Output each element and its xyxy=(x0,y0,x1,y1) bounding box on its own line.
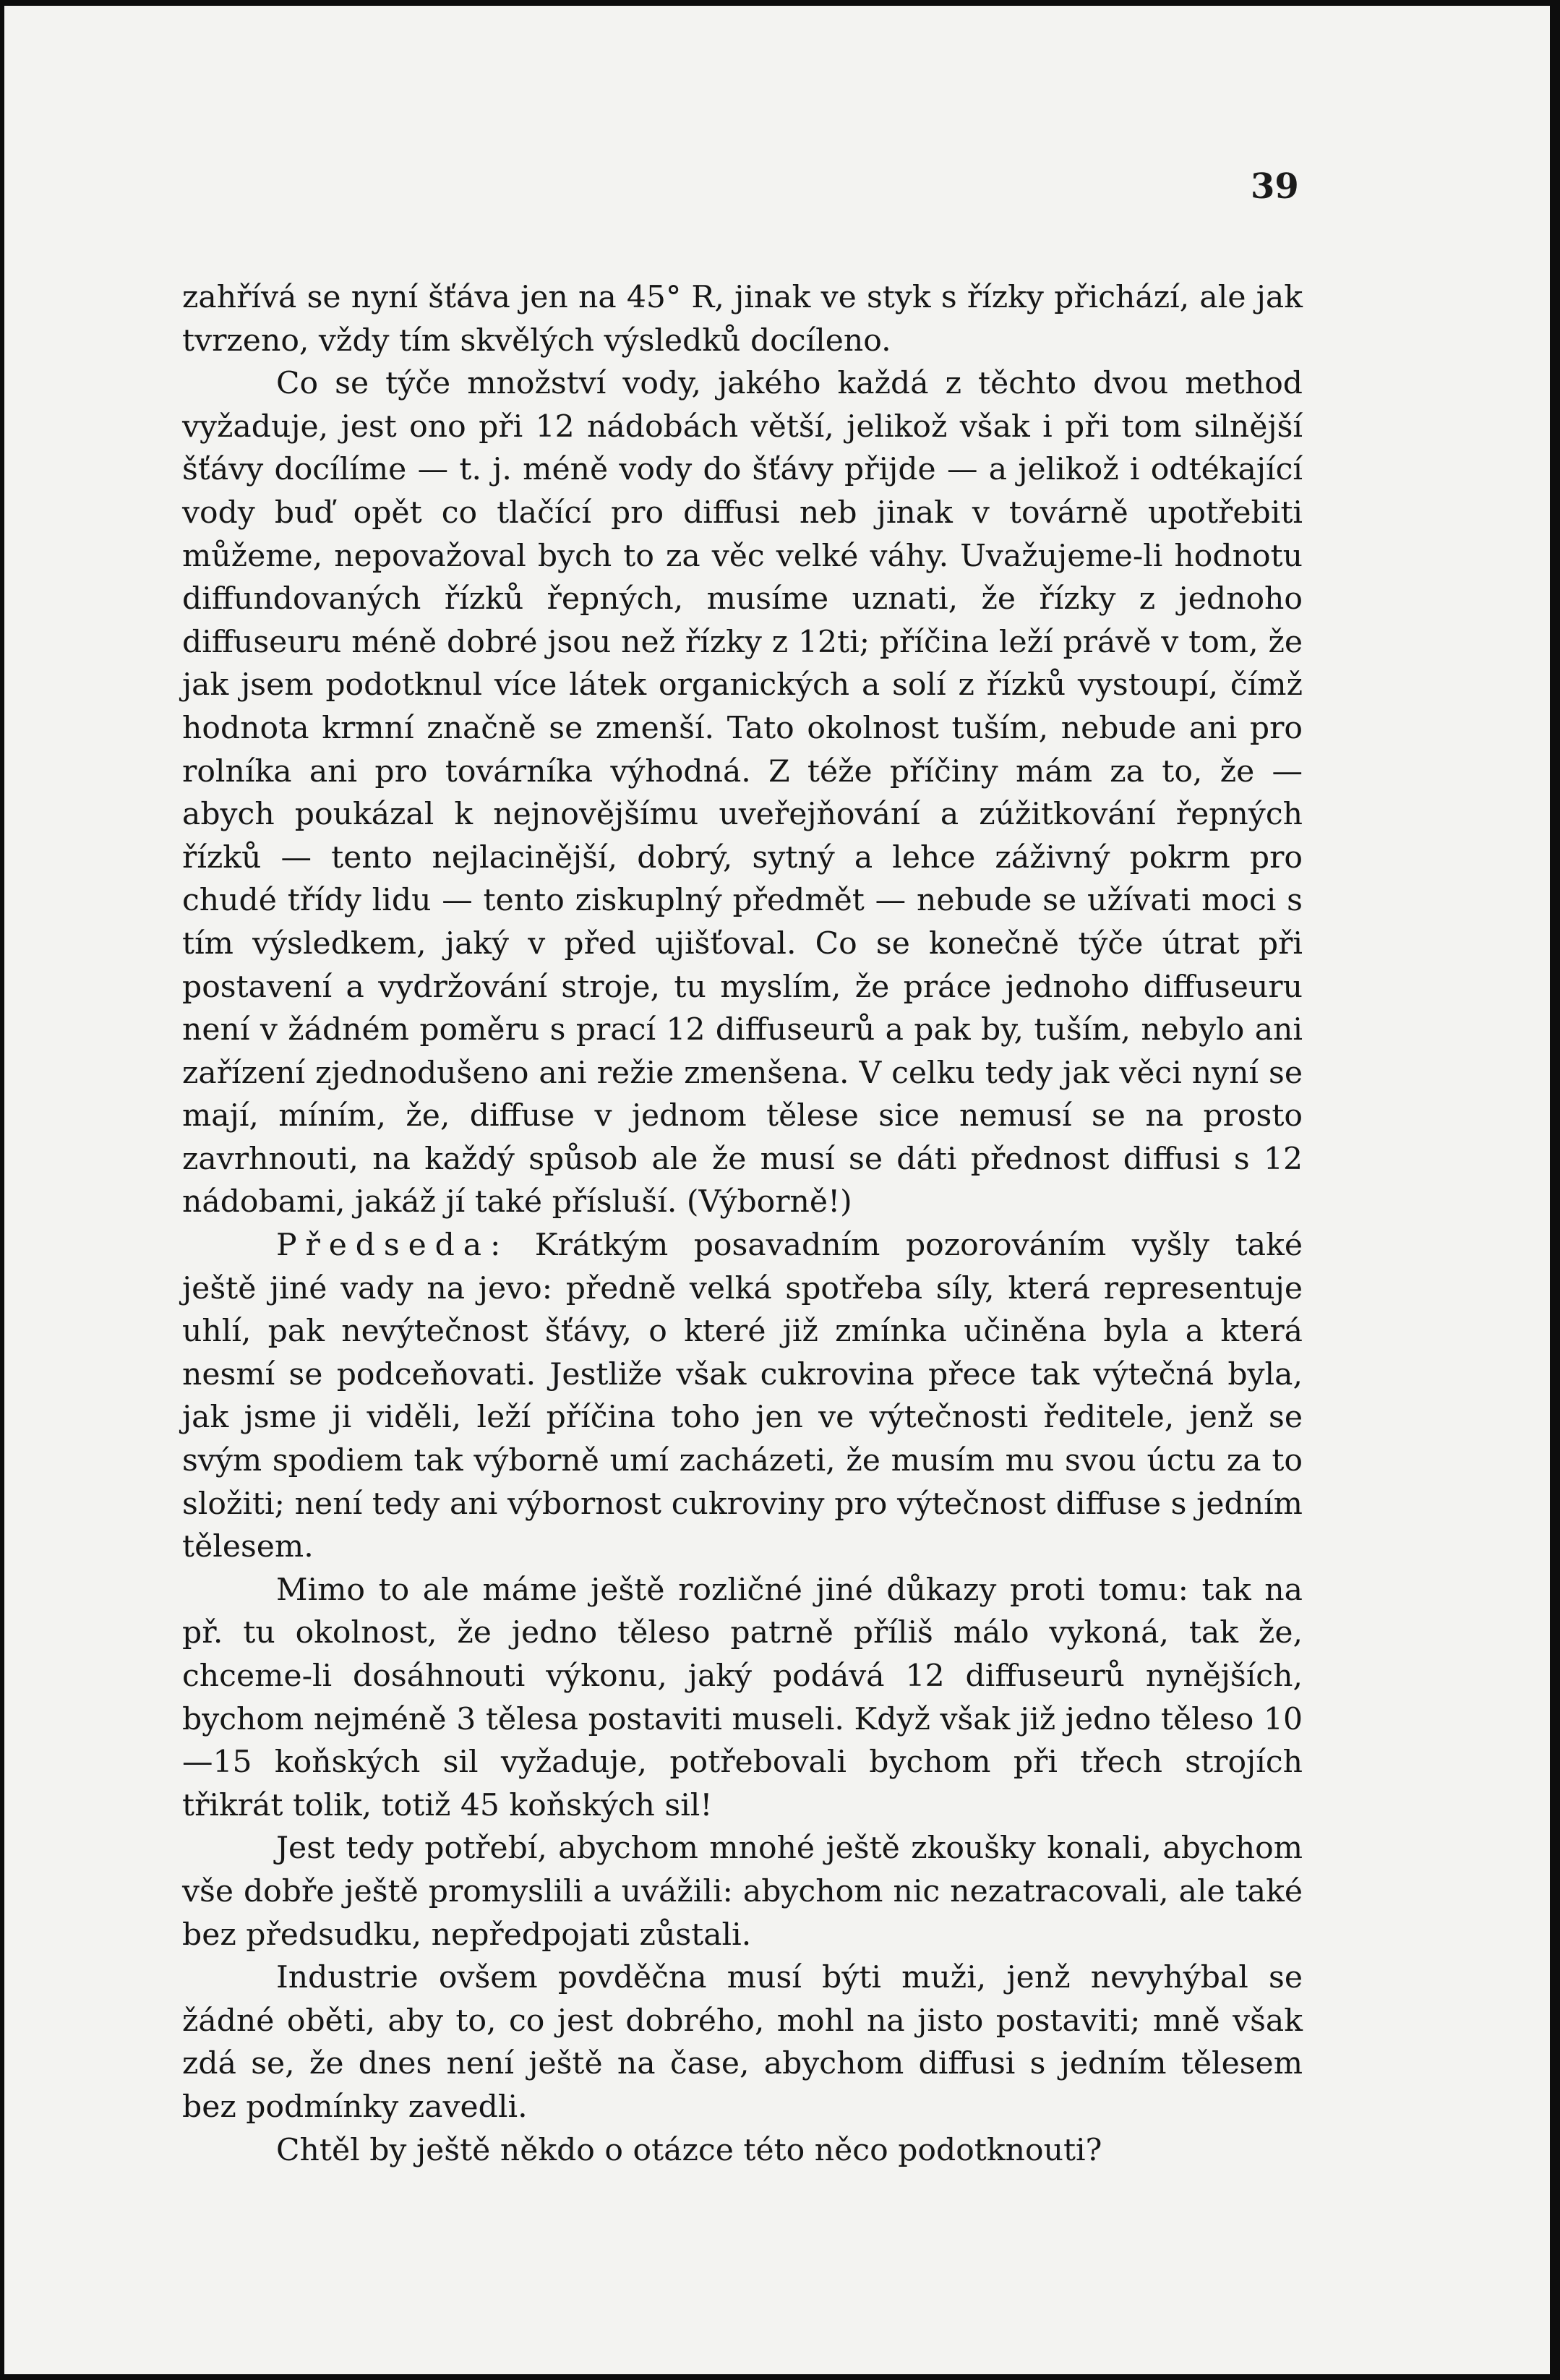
scanned-page xyxy=(4,6,1550,2374)
paragraph-2: Co se týče množství vody, jakého každá z těchto dvou method vyžaduje, jest ono při 12 nádobách větší, jelikož však i při tom silnější šťávy docílíme — t. j. méně vody do šťávy přijde — a jelikož i odtékající vody buď opět co tlačící pro diffusi neb jinak v továrně upotřebiti můžeme, nepovažoval bych to za věc velké váhy. Uvažujeme-li hodnotu diffundovaných řízků řepných, musíme uznati, že řízky z jednoho diffuseuru méně dobré jsou než řízky z 12ti; příčina leží právě v tom, že jak jsem podotknul více látek organických a solí z řízků vystoupí, čímž hodnota krmní značně se zmenší. Tato okolnost tuším, nebude ani pro rolníka ani pro továrníka výhodná. Z téže příčiny mám za to, že — abych poukázal k nejnovějšímu uveřejňování a zúžitkování řepných řízků — tento nejlacinější, dobrý, sytný a lehce záživný pokrm pro chudé třídy lidu — tento ziskuplný předmět — nebude se užívati moci s tím výsledkem, jaký v před ujišťoval. Co se konečně týče útrat při postavení a vydržování stroje, tu myslím, že práce jednoho diffuseuru není v žádném poměru s prací 12 diffuseurů a pak by, tuším, nebylo ani zařízení zjednodušeno ani režie zmenšena. V celku tedy jak věci nyní se mají, míním, že, diffuse v jednom tělese sice nemusí se na prosto zavrhnouti, na každý spůsob ale že musí se dáti přednost diffusi s 12 nádobami, jakáž jí také přísluší. (Výborně!) xyxy=(182,366,1303,1220)
paragraph-6: Industrie ovšem povděčna musí býti muži, jenž nevyhýbal se žádné oběti, aby to, co jest dobrého, mohl na jisto postaviti; mně však zdá se, že dnes není ještě na čase, abychom diffusi s jedním tělesem bez podmínky zavedli. xyxy=(182,1960,1303,2125)
body-text xyxy=(182,276,1303,2172)
paragraph-5: Jest tedy potřebí, abychom mnohé ještě zkoušky konali, abychom vše dobře ještě promyslili a uvážili: abychom nic nezatracovali, ale také bez předsudku, nepředpojati zůstali. xyxy=(182,1831,1303,1953)
paragraph-7: Chtěl by ještě někdo o otázce této něco podotknouti? xyxy=(276,2132,1102,2168)
paragraph-3 xyxy=(182,1224,1303,1569)
paragraph-1: zahřívá se nyní šťáva jen na 45° R, jinak ve styk s řízky přichází, ale jak tvrzeno, vždy tím skvělých výsledků docíleno. xyxy=(182,280,1303,359)
speaker-label: Předseda: xyxy=(276,1228,510,1264)
page-number: 39 xyxy=(1251,166,1299,207)
paragraph-4: Mimo to ale máme ještě rozličné jiné důkazy proti tomu: tak na př. tu okolnost, že jedno těleso patrně příliš málo vykoná, tak že, chceme-li dosáhnouti výkonu, jaký podává 12 diffuseurů nynějších, bychom nejméně 3 tělesa postaviti museli. Když však již jedno těleso 10—15 koňských sil vyžaduje, potřebovali bychom při třech strojích třikrát tolik, totiž 45 koňských sil! xyxy=(182,1572,1303,1823)
paragraph-3-text: Krátkým posavadním pozorováním vyšly také ještě jiné vady na jevo: předně velká spotřeba síly, která representuje uhlí, pak nevýtečnost šťávy, o které již zmínka učiněna byla a která nesmí se podceňovati. Jestliže však cukrovina přece tak výtečná byla, jak jsme ji viděli, leží příčina toho jen ve výtečnosti ředitele, jenž se svým spodiem tak výborně umí zacházeti, že musím mu svou úctu za to složiti; není tedy ani výbornost cukroviny pro výtečnost diffuse s jedním tělesem. xyxy=(182,1228,1303,1565)
